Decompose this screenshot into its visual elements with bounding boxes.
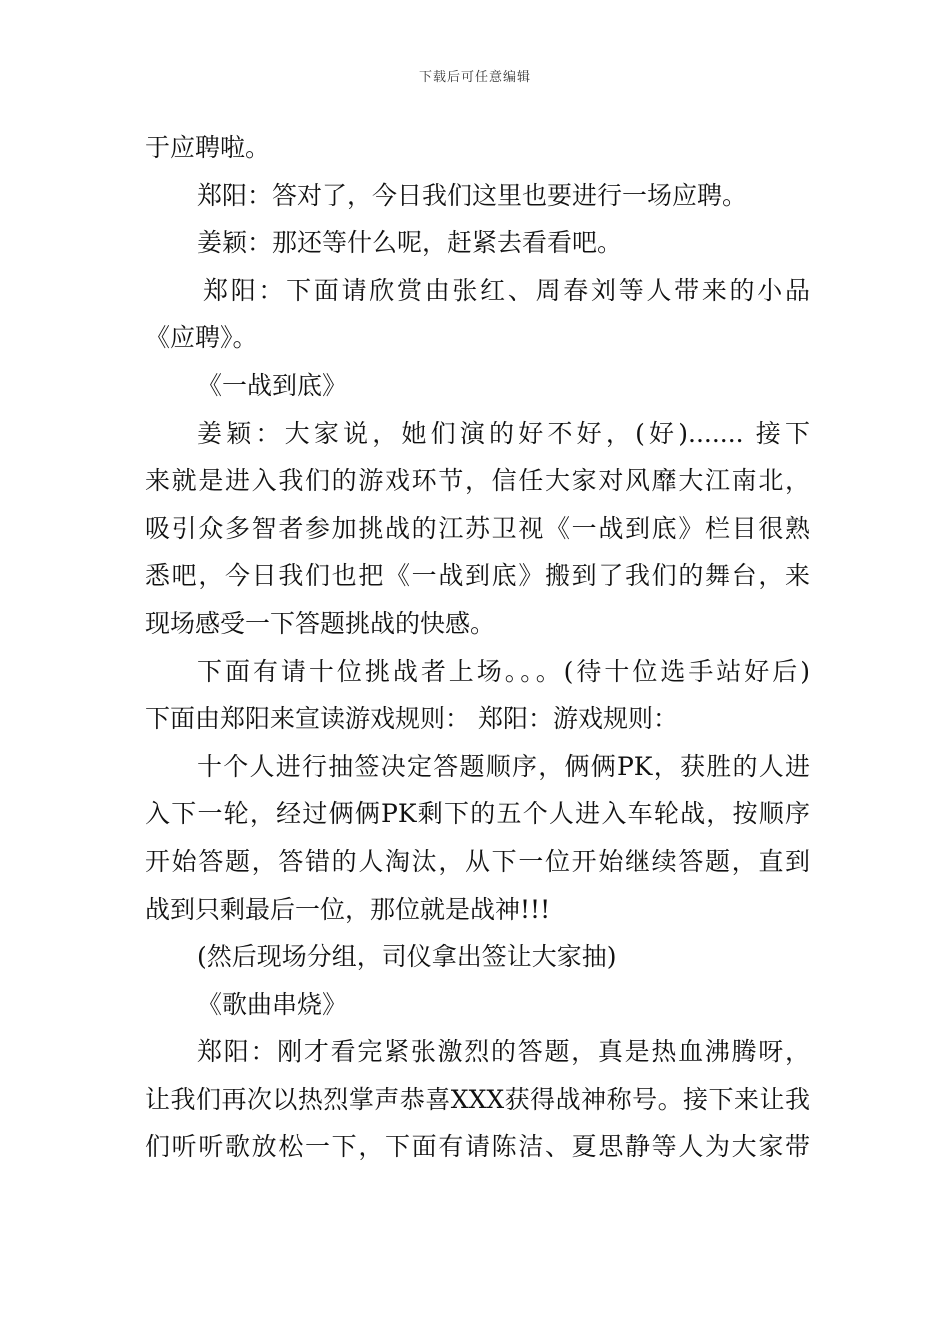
text-line: 郑阳：答对了，今日我们这里也要进行一场应聘。 [197, 180, 748, 210]
text-line: 郑阳：刚才看完紧张激烈的答题，真是热血沸腾呀， [197, 1037, 810, 1067]
text-line: 现场感受一下答题挑战的快感。 [145, 608, 496, 638]
text-line: 悉吧，今日我们也把《一战到底》搬到了我们的舞台，来 [145, 561, 810, 591]
document-body [145, 124, 810, 1171]
text-line: 十个人进行抽签决定答题顺序，俩俩PK，获胜的人进 [197, 751, 810, 781]
text-line: 来就是进入我们的游戏环节，信任大家对风靡大江南北， [145, 466, 810, 496]
text-line: 郑阳：下面请欣赏由张红、周春刘等人带来的小品 [203, 275, 810, 305]
section-title: 《一战到底》 [197, 370, 348, 400]
text-line: 战到只剩最后一位，那位就是战神!!! [145, 894, 551, 924]
text-line: 吸引众多智者参加挑战的江苏卫视《一战到底》栏目很熟 [145, 513, 810, 543]
page-header: 下载后可任意编辑 [418, 70, 531, 85]
section-title: 《歌曲串烧》 [197, 989, 348, 1019]
text-line: 让我们再次以热烈掌声恭喜XXX获得战神称号。接下来让我 [145, 1084, 810, 1114]
text-line: 们听听歌放松一下，下面有请陈洁、夏思静等人为大家带 [145, 1132, 810, 1162]
text-line: 姜颖：大家说，她们演的好不好，(好)....... 接下 [197, 418, 810, 448]
text-line: 姜颖：那还等什么呢，赶紧去看看吧。 [197, 228, 623, 258]
text-line: (然后现场分组，司仪拿出签让大家抽) [197, 942, 617, 972]
text-line: 《应聘》。 [145, 323, 258, 353]
text-line: 入下一轮，经过俩俩PK剩下的五个人进入车轮战，按顺序 [145, 799, 810, 829]
text-line: 开始答题，答错的人淘汰，从下一位开始继续答题，直到 [145, 846, 810, 876]
text-line: 下面由郑阳来宣读游戏规则： 郑阳：游戏规则： [145, 704, 678, 734]
text-line: 下面有请十位挑战者上场。。。(待十位选手站好后) [197, 656, 810, 686]
text-line: 于应聘啦。 [145, 133, 271, 162]
